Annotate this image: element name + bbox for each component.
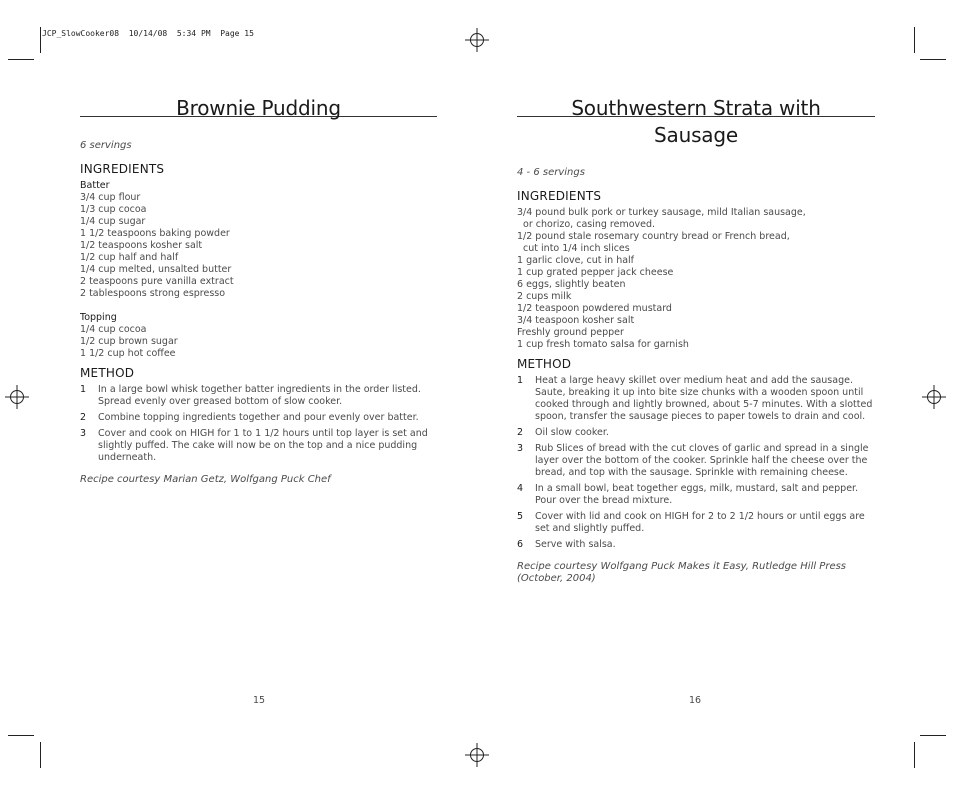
method-step [80, 384, 437, 408]
crop-mark [40, 27, 41, 53]
recipe-body [517, 167, 875, 585]
recipe-title-block [80, 95, 437, 122]
method-heading: METHOD [80, 366, 135, 380]
ingredient-item: 1 1/2 cup hot coffee [80, 348, 176, 359]
ingredient-item: 2 teaspoons pure vanilla extract [80, 276, 234, 287]
ingredient-item: or chorizo, casing removed. [517, 219, 656, 230]
ingredient-item: cut into 1/4 inch slices [517, 243, 630, 254]
crop-mark [914, 742, 915, 768]
registration-mark-icon [5, 385, 29, 409]
step-number: 4 [517, 483, 524, 494]
step-text: In a large bowl whisk together batter ingredients in the order listed. Spread evenly over greased bottom of slow cooker. [98, 384, 421, 407]
step-number: 6 [517, 539, 524, 550]
crop-mark [914, 27, 915, 53]
registration-mark-icon [465, 743, 489, 767]
method-step [517, 483, 875, 507]
ingredient-item: 3/4 teaspoon kosher salt [517, 315, 635, 326]
ingredient-item: Freshly ground pepper [517, 327, 624, 338]
step-text: Oil slow cooker. [535, 427, 609, 438]
ingredients-heading: INGREDIENTS [517, 189, 602, 203]
step-text: Combine topping ingredients together and pour evenly over batter. [98, 412, 419, 423]
ingredient-item: 1/4 cup sugar [80, 216, 146, 227]
ingredient-item: 1 cup fresh tomato salsa for garnish [517, 339, 689, 350]
step-text: Serve with salsa. [535, 539, 616, 550]
step-number: 5 [517, 511, 524, 522]
crop-mark [8, 735, 34, 736]
method-step [80, 428, 437, 464]
step-number: 2 [517, 427, 524, 438]
ingredient-item: 2 cups milk [517, 291, 572, 302]
ingredients-heading: INGREDIENTS [80, 162, 165, 176]
page-number: 16 [689, 695, 702, 706]
recipe-credit: Recipe courtesy Marian Getz, Wolfgang Puck Chef [80, 474, 331, 485]
ingredient-item: 1/2 cup half and half [80, 252, 179, 263]
ingredient-item: 1/2 teaspoons kosher salt [80, 240, 203, 251]
step-number: 1 [517, 375, 524, 386]
ingredient-item: 1/2 teaspoon powdered mustard [517, 303, 672, 314]
ingredient-item: 1 1/2 teaspoons baking powder [80, 228, 230, 239]
step-text: In a small bowl, beat together eggs, milk, mustard, salt and pepper. Pour over the bread mixture. [535, 483, 859, 506]
crop-mark [40, 742, 41, 768]
recipe-title-block [517, 95, 875, 149]
registration-mark-icon [465, 28, 489, 52]
recipe-title: Brownie Pudding [176, 96, 341, 120]
method-step [517, 443, 875, 479]
method-step [517, 375, 875, 423]
step-number: 2 [80, 412, 87, 423]
crop-mark [920, 735, 946, 736]
ingredient-item: 1 cup grated pepper jack cheese [517, 267, 674, 278]
step-number: 1 [80, 384, 87, 395]
recipe-title [517, 95, 875, 149]
ingredient-item: 3/4 cup flour [80, 192, 141, 203]
step-text: Rub Slices of bread with the cut cloves of garlic and spread in a single layer over the bottom of the cooker. Sprinkle half the cheese over the bread, and top with the sausage. Sprinkle with remaining cheese. [535, 443, 869, 478]
ingredient-item: 3/4 pound bulk pork or turkey sausage, mild Italian sausage, [517, 207, 806, 218]
method-step [517, 427, 875, 439]
recipe-body [80, 140, 437, 486]
ingredient-item: 1/2 cup brown sugar [80, 336, 178, 347]
page-number: 15 [253, 695, 266, 706]
method-list [517, 375, 875, 551]
ingredient-item: 2 tablespoons strong espresso [80, 288, 226, 299]
ingredient-item: 1/3 cup cocoa [80, 204, 147, 215]
method-heading: METHOD [517, 357, 572, 371]
recipe-credit: Recipe courtesy Wolfgang Puck Makes it Easy, Rutledge Hill Press (October, 2004) [517, 561, 847, 584]
method-step [517, 511, 875, 535]
step-text: Heat a large heavy skillet over medium heat and add the sausage. Saute, breaking it up into bite size chunks with a wooden spoon until cooked through and lightly browned, about 5-7 minutes. With a slotted spoon, transfer the sausage pieces to paper towels to drain and cool. [535, 375, 873, 422]
registration-mark-icon [922, 385, 946, 409]
step-text: Cover and cook on HIGH for 1 to 1 1/2 hours until top layer is set and slightly puffed. The cake will now be on the top and a nice pudding underneath. [98, 428, 428, 463]
topping-list [80, 324, 437, 360]
ingredients-list [517, 207, 875, 351]
ingredient-item: 1/4 cup cocoa [80, 324, 147, 335]
servings: 4 - 6 servings [517, 167, 585, 178]
servings: 6 servings [80, 140, 132, 151]
crop-mark [920, 59, 946, 60]
ingredient-item: 1/2 pound stale rosemary country bread or French bread, [517, 231, 790, 242]
topping-heading: Topping [80, 312, 117, 323]
recipe-title-line: Southwestern Strata with [571, 96, 821, 120]
ingredient-item: 1 garlic clove, cut in half [517, 255, 635, 266]
step-number: 3 [80, 428, 87, 439]
batter-heading: Batter [80, 180, 110, 191]
print-slug: JCP_SlowCooker08 10/14/08 5:34 PM Page 15 [42, 29, 254, 38]
step-text: Cover with lid and cook on HIGH for 2 to 2 1/2 hours or until eggs are set and slightly puffed. [535, 511, 865, 534]
ingredient-item: 6 eggs, slightly beaten [517, 279, 626, 290]
method-step [80, 412, 437, 424]
ingredient-item: 1/4 cup melted, unsalted butter [80, 264, 232, 275]
step-number: 3 [517, 443, 524, 454]
batter-list [80, 192, 437, 300]
crop-mark [8, 59, 34, 60]
method-list [80, 384, 437, 464]
spacer [80, 300, 437, 312]
method-step [517, 539, 875, 551]
recipe-title-line: Sausage [654, 123, 738, 147]
